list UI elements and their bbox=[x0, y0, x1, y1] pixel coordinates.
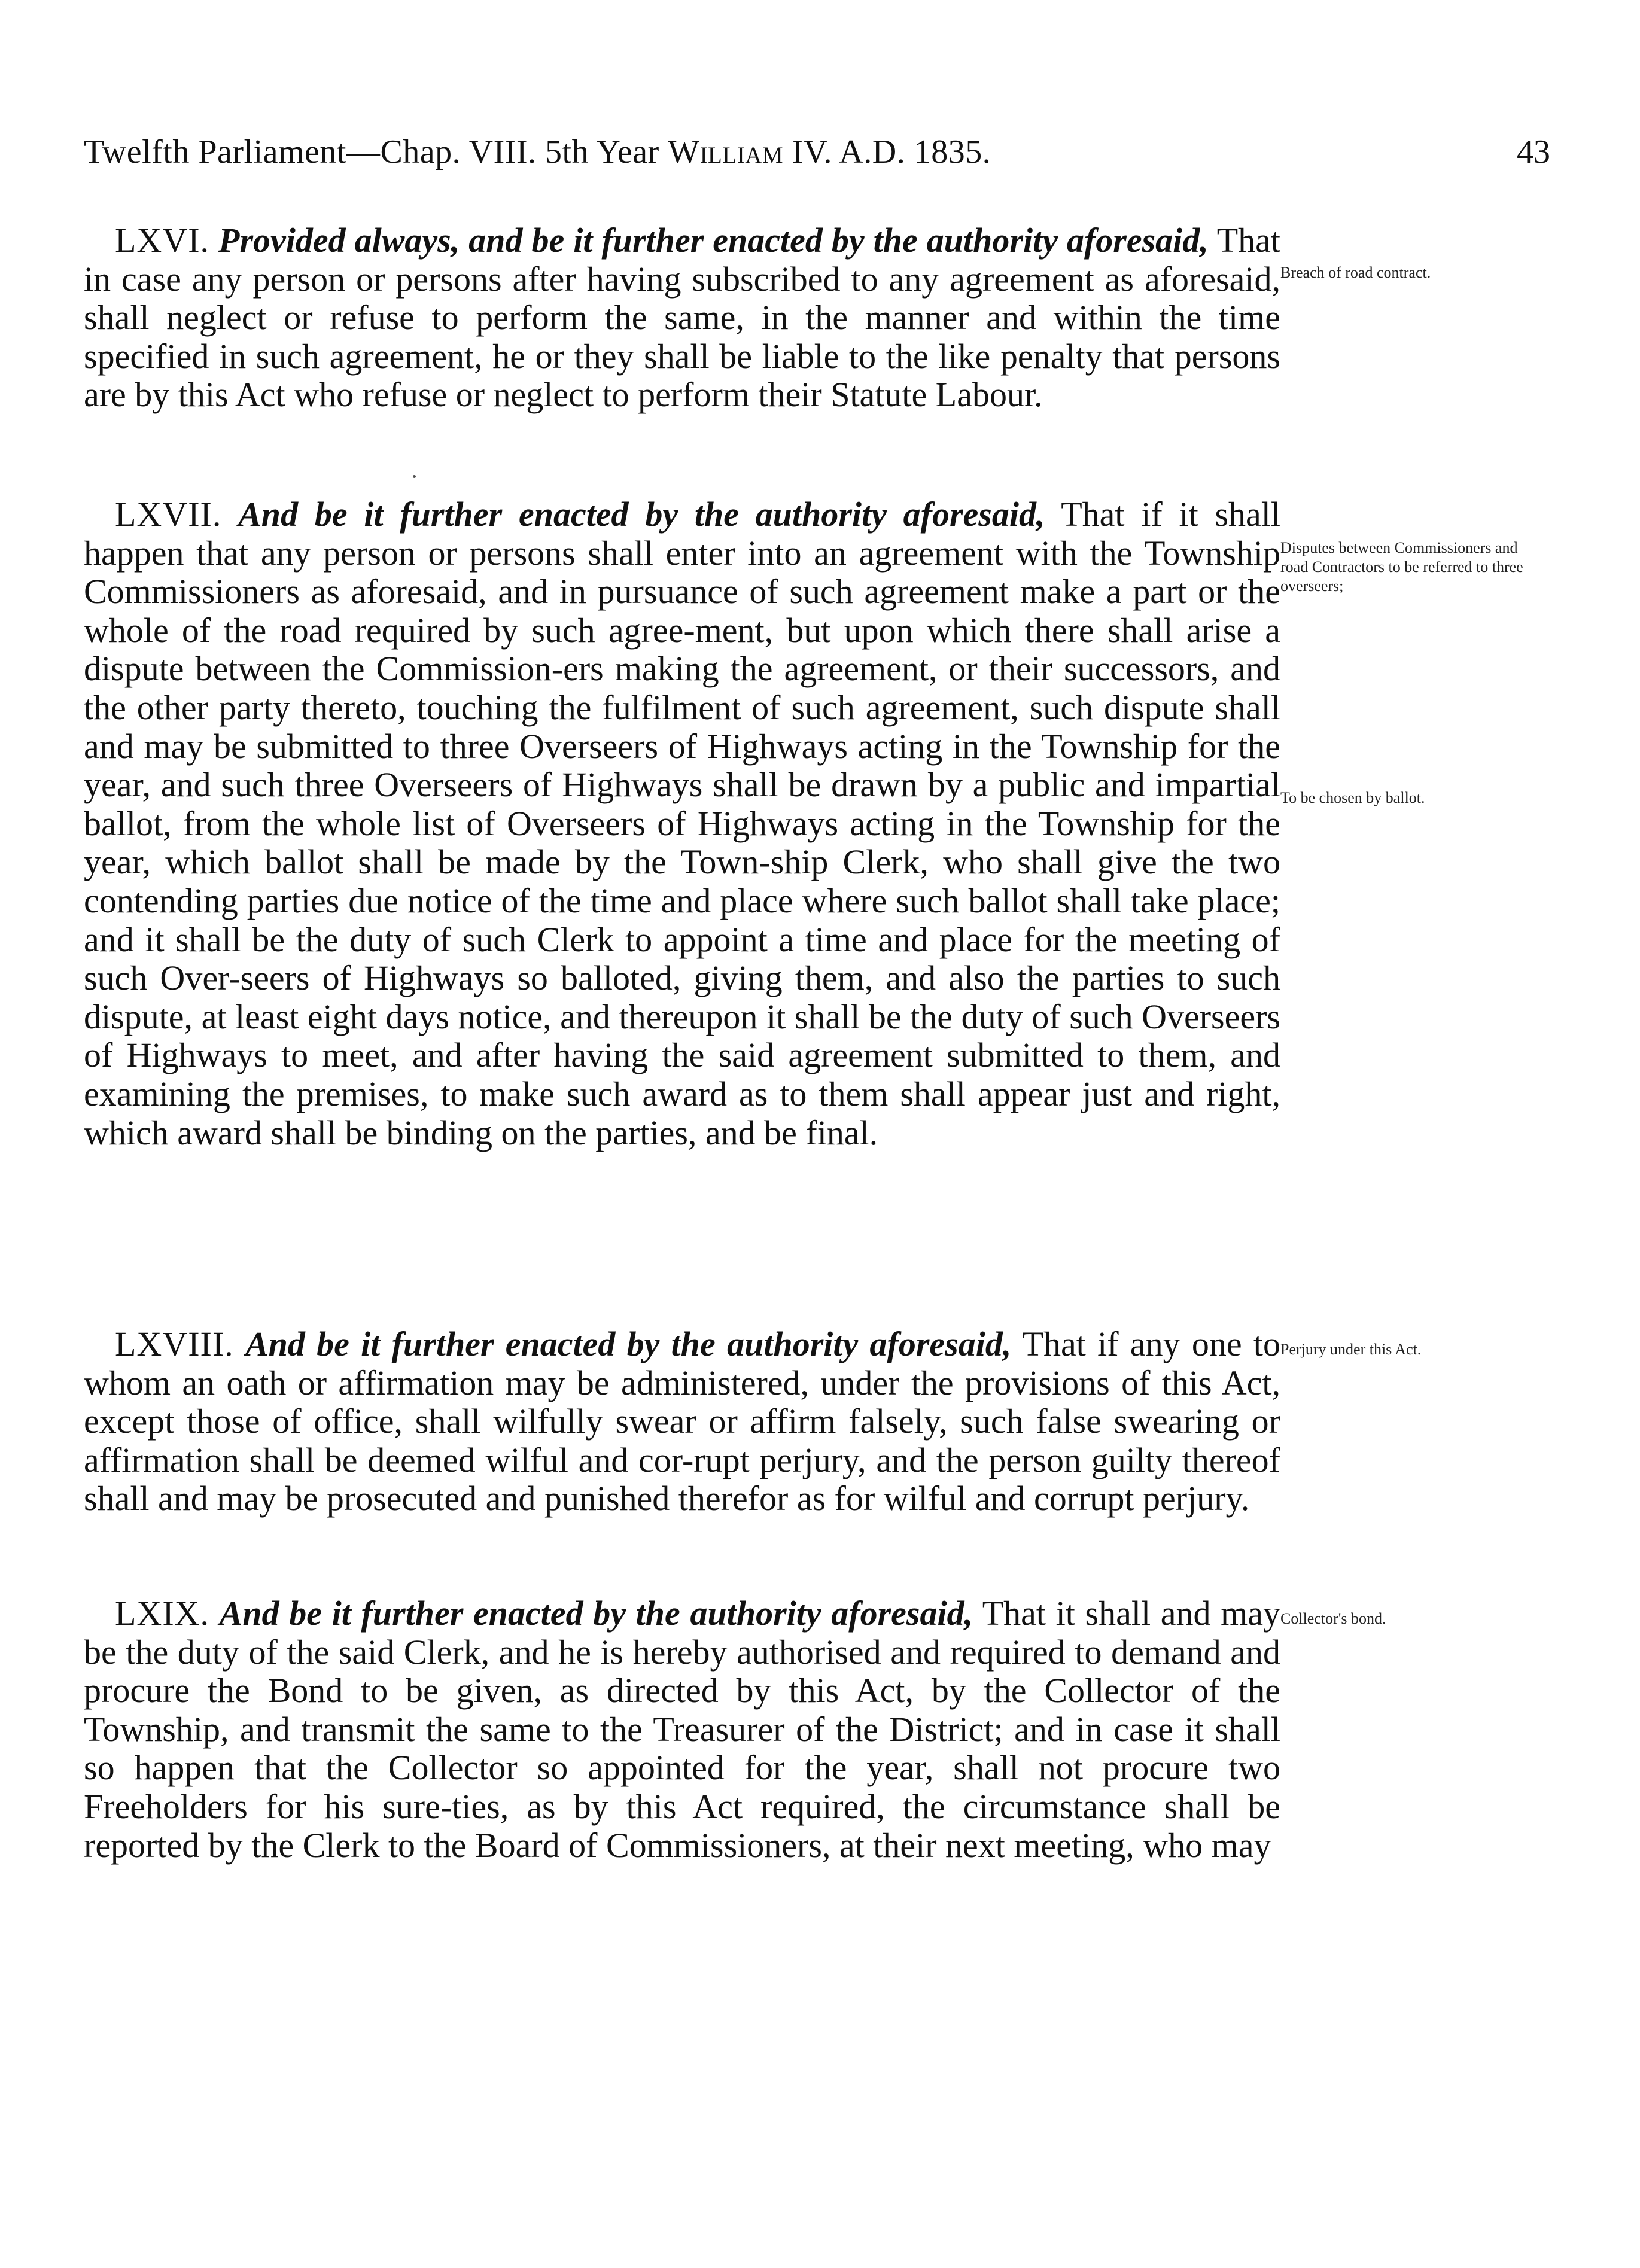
enacting-formula: Provided always, and be it further enacted by the authority aforesaid, bbox=[218, 221, 1209, 260]
enacting-formula: And be it further enacted by the authority aforesaid, bbox=[219, 1594, 973, 1633]
page-header bbox=[0, 0, 1640, 171]
enacting-formula: And be it further enacted by the authority aforesaid, bbox=[238, 495, 1045, 534]
section-number: LXVII. bbox=[115, 495, 222, 534]
enacting-formula: And be it further enacted by the authority aforesaid, bbox=[245, 1325, 1012, 1363]
margin-note-disputes: Disputes between Commissioners and road Contractors to be referred to three overseers; bbox=[1280, 539, 1523, 595]
section-body: That if any one to whom an oath or affirmation may be administered, under the provisions of this Act, except those of office, shall wilfully swear or affirm falsely, such false swearing or affirmation shall be deemed wilful and cor-rupt perjury, and the person guilty thereof shall and may be prosecuted and punished therefor as for wilful and corrupt perjury. bbox=[84, 1325, 1280, 1518]
running-head-king: William bbox=[668, 133, 784, 171]
section-paragraph bbox=[84, 1325, 1280, 1518]
section-lxvi bbox=[84, 221, 1280, 415]
running-head-part-2: IV. A.D. 1835. bbox=[783, 133, 991, 171]
section-body: That if it shall happen that any person or persons shall enter into an agreement with the Township Commissioners as aforesaid, and in pursuance of such agreement make a part or the whole of the road required by such agree-ment, but upon which there shall arise a dispute between the Commission-ers making the agreement, or their successors, and the other party thereto, touching the fulfilment of such agreement, such dispute shall and may be submitted to three Overseers of Highways acting in the Township for the year, and such three Overseers of Highways shall be drawn by a public and impartial ballot, from the whole list of Overseers of Highways acting in the Township for the year, which ballot shall be made by the Town-ship Clerk, who shall give the two contending parties due notice of the time and place where such ballot shall take place; and it shall be the duty of such Clerk to appoint a time and place for the meeting of such Over-seers of Highways so balloted, giving them, and also the parties to such dispute, at least eight days notice, and thereupon it shall be the duty of such Overseers of Highways to meet, and after having the said agreement submitted to them, and examining the premises, to make such award as to them shall appear just and right, which award shall be binding on the parties, and be final. bbox=[84, 495, 1281, 1152]
stray-mark bbox=[413, 475, 416, 478]
page-number: 43 bbox=[1517, 133, 1550, 171]
section-number: LXIX. bbox=[115, 1594, 210, 1633]
section-lxix bbox=[84, 1594, 1280, 1865]
margin-note-breach: Breach of road contract. bbox=[1280, 264, 1431, 281]
section-number: LXVIII. bbox=[115, 1325, 234, 1363]
section-number: LXVI. bbox=[115, 221, 210, 260]
margin-note-perjury: Perjury under this Act. bbox=[1280, 1341, 1422, 1358]
running-head-part-1: Twelfth Parliament—Chap. VIII. 5th Year bbox=[84, 133, 668, 171]
section-body: That in case any person or persons after having subscribed to any agreement as aforesaid, shall neglect or refuse to perform the same, in the manner and within the time specified in such agreement, he or they shall be liable to the like penalty that persons are by this Act who refuse or neglect to perform their Statute Labour. bbox=[84, 221, 1281, 415]
section-body: That it shall and may be the duty of the said Clerk, and he is hereby authorised and required to demand and procure the Bond to be given, as directed by this Act, by the Collector of the Township, and transmit the same to the Treasurer of the District; and in case it shall so happen that the Collector so appointed for the year, shall not procure two Freeholders for his sure-ties, as by this Act required, the circumstance shall be reported by the Clerk to the Board of Commissioners, at their next meeting, who may bbox=[84, 1594, 1280, 1865]
section-paragraph bbox=[84, 1594, 1280, 1865]
section-lxviii bbox=[84, 1325, 1280, 1518]
section-paragraph bbox=[84, 221, 1280, 415]
margin-note-collector-bond: Collector's bond. bbox=[1280, 1610, 1386, 1627]
margin-note-ballot: To be chosen by ballot. bbox=[1280, 789, 1425, 806]
running-head bbox=[84, 133, 991, 171]
section-lxvii bbox=[84, 495, 1280, 1152]
section-paragraph bbox=[84, 495, 1280, 1152]
